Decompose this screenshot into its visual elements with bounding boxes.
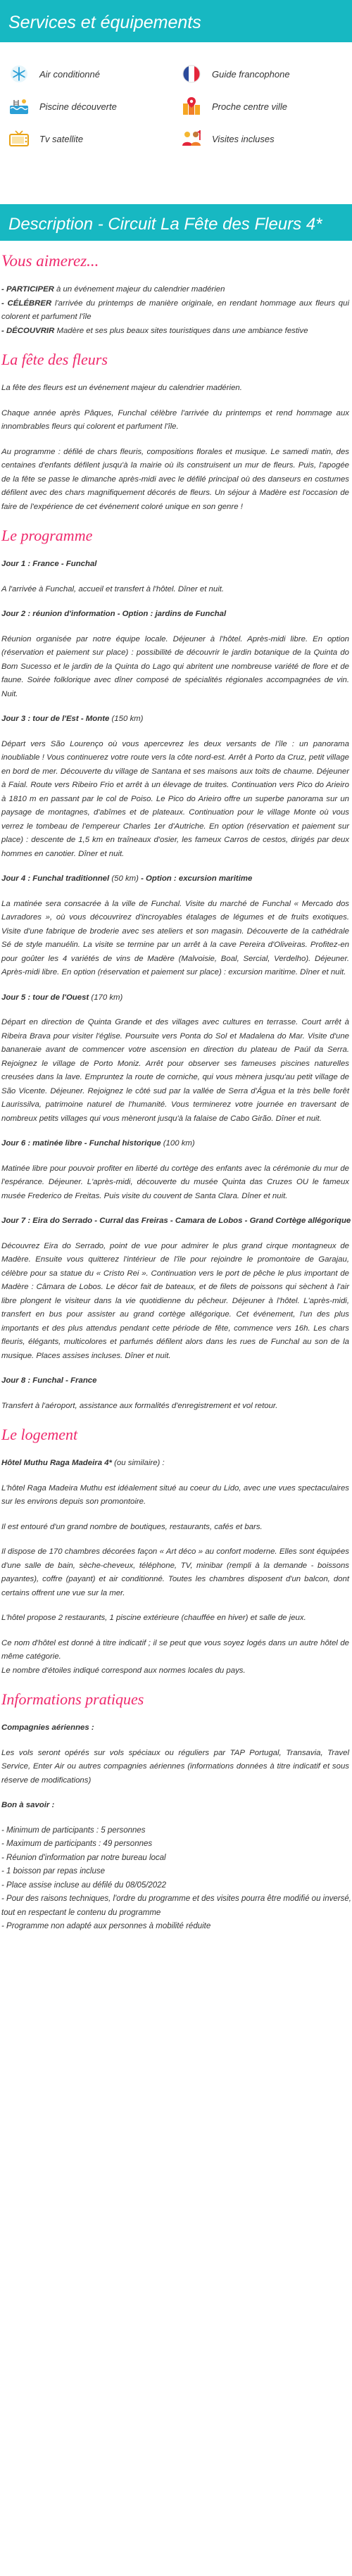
service-tv — [7, 128, 180, 149]
services-list — [0, 42, 352, 189]
day-title: Jour 2 : réunion d'information - Option : jardins de Funchal — [1, 610, 227, 618]
list-item: - Minimum de participants : 5 personnes — [1, 1826, 146, 1835]
visit-group-icon — [180, 128, 203, 149]
infos-title: Informations pratiques — [1, 1690, 144, 1708]
service-label: Visites incluses — [212, 133, 275, 144]
day-text: Réunion organisée par notre équipe locale. Déjeuner à l'hôtel. Après-midi libre. En option (réservation et paiement sur place) : possibilité de découvrir le jardin botanique de la Quinta do Bom Sucesso et le jardin de la Quinta do Lago qui abritent une nombreuse variété de flore et de faune. Soirée folklorique avec dîner composé de spécialités régionales accompagnées de vin. Nuit. — [1, 634, 349, 698]
list-item: - 1 boisson par repas incluse — [1, 1867, 106, 1876]
programme-title: Le programme — [1, 527, 93, 544]
service-pool — [7, 96, 180, 117]
services-row — [7, 122, 352, 155]
day-title: Jour 5 : tour de l'Ouest (170 km) — [1, 993, 123, 1002]
fete-paragraph: Au programme : défilé de chars fleuris, compositions florales et musique. Le samedi matin, des centaines d'enfants défilent jusqu'à la mairie où ils construisent un mur de fleurs. Puis, l'apogée de la fête se passe le dimanche après-midi avec le défilé principal où des danseurs en costumes défilent avec des chars magnifiquement décorés de fleurs. Un séjour à Madère est l'occasion de faire de l'expérience de cet événement coloré unique en son genre ! — [1, 447, 349, 511]
fete-paragraph: Chaque année après Pâques, Funchal célèbre l'arrivée du printemps et rend hommage aux innombrables fleurs qui colorent et parfument l'île. — [1, 408, 349, 431]
service-city-center — [180, 96, 352, 117]
snowflake-icon — [7, 63, 31, 84]
day-title: Jour 1 : France - Funchal — [1, 560, 97, 568]
day-title: Jour 8 : Funchal - France — [1, 1376, 97, 1385]
service-label: Air conditionné — [39, 68, 100, 80]
day-text: A l'arrivée à Funchal, accueil et transfert à l'hôtel. Dîner et nuit. — [1, 584, 225, 593]
service-label: Piscine découverte — [39, 101, 117, 112]
service-label: Tv satellite — [39, 133, 84, 144]
day-text: Matinée libre pour pouvoir profiter en liberté du cortège des enfants avec la cérémonie du mur de l'espérance. Déjeuner. L'après-midi, découverte du musée Quinta das Cruzes OU le fameux musée Frederico de Freitas. Puis visite du couvent de Santa Clara. Dîner et nuit. — [1, 1164, 349, 1200]
intro-item: - PARTICIPER à un événement majeur du calendrier madérien - CÉLÉBRER l'arrivée du printemps de manière originale, en rendant hommage aux fleurs qui colorent et parfument l'île - DÉCOUVRIR Madère et ses plus beaux sites touristiques dans une ambiance festive — [1, 285, 349, 335]
services-title: Services et équipements — [8, 13, 201, 32]
service-label: Proche centre ville — [212, 101, 287, 112]
services-band — [0, 0, 352, 42]
logement-title: Le logement — [1, 1426, 78, 1443]
list-item: - Programme non adapté aux personnes à mobilité réduite — [1, 1922, 211, 1930]
list-item: - Réunion d'information par notre bureau local — [1, 1853, 166, 1862]
description-title: Description - Circuit La Fête des Fleurs 4* — [8, 215, 322, 234]
day-title: Jour 4 : Funchal traditionnel (50 km) - Option : excursion maritime — [1, 874, 253, 883]
service-label: Guide francophone — [212, 68, 290, 80]
day-title: Jour 3 : tour de l'Est - Monte (150 km) — [1, 715, 144, 723]
hotel-paragraph: Il est entouré d'un grand nombre de boutiques, restaurants, cafés et bars. — [1, 1522, 263, 1531]
hotel-paragraph: Ce nom d'hôtel est donné à titre indicatif ; il se peut que vous soyez logés dans un autre hôtel de même catégorie. — [1, 1638, 349, 1661]
day-text: Départ vers São Lourenço où vous apercevrez les deux versants de l'île : un panorama inoubliable ! Vous continuerez votre route vers la côte nord-est. Arrêt à Porto da Cruz, petit village en bord de mer. Découverte du village de Santana et ses maisons aux toits de chaume. Déjeuner à Faial. Route vers Ribeiro Frio et arrêt à un élevage de truites. Continuation vers Pico do Arieiro à 1810 m en passant par le col de Poiso. Le Pico do Arieiro offre un superbe panorama sur un paysage de montagnes, d'abîmes et de plateaux. Continuation pour le village Monte où vous verrez le tombeau de l'empereur Charles 1er d'Autriche. En option (réservation et paiement sur place) : descente de 1,5 km en traîneaux d'osier, les fameux Carros de cestos, dirigés par deux hommes en canotier. Dîner et nuit. — [1, 739, 349, 858]
tv-icon — [7, 128, 31, 149]
service-visits — [180, 128, 352, 149]
fete-title: La fête des fleurs — [1, 351, 108, 368]
intro-title: Vous aimerez... — [1, 252, 99, 270]
good-to-know-list — [1, 1824, 352, 1934]
day-text: Transfert à l'aéroport, assistance aux formalités d'enregistrement et vol retour. — [1, 1401, 278, 1410]
list-item: - Pour des raisons techniques, l'ordre du programme et des visites pourra être modifié ou inversé, tout en respectant le contenu du programme — [1, 1895, 351, 1917]
services-row — [7, 90, 352, 122]
hotel-paragraph: L'hôtel propose 2 restaurants, 1 piscine extérieure (chauffée en hiver) et salle de jeux. — [1, 1614, 306, 1622]
day-title: Jour 6 : matinée libre - Funchal historique (100 km) — [1, 1139, 195, 1148]
list-item: - Maximum de participants : 49 personnes — [1, 1840, 153, 1848]
good-to-know-title: Bon à savoir : — [1, 1801, 55, 1809]
main-content — [0, 252, 352, 1934]
day-text: Départ en direction de Quinta Grande et des villages avec cultures en terrasse. Court arrêt à Ribeira Brava pour visiter l'église. Poursuite vers Ponta do Sol et Madalena do Mar. Visite d'une bananeraie avant de commencer votre ascension en direction du plateau de Paúl da Serra. Rejoignez le village de Porto Moniz. Arrêt pour observer ses fameuses piscines naturelles creusées dans la lave. Empruntez la route de corniche, qui vous mènera jusqu'au petit village de São Vicente. Déjeuner. Rejoignez le côté sud par la vallée de Serra d'Água et la très belle forêt Laurissilva, patrimoine naturel de l'humanité. Vous terminerez votre journée en traversant de nombreux petits villages qui vous mèneront jusqu'à la falaise de Cabo Girão. Dîner et nuit. — [1, 1018, 349, 1123]
services-row — [7, 58, 352, 90]
french-flag-icon — [180, 63, 203, 84]
airlines-title: Compagnies aériennes : — [1, 1723, 94, 1732]
day-title: Jour 7 : Eira do Serrado - Curral das Freiras - Camara de Lobos - Grand Cortège allégorique — [1, 1217, 351, 1225]
description-band — [0, 204, 352, 241]
service-french-guide — [180, 63, 352, 84]
hotel-paragraph: Le nombre d'étoiles indiqué correspond aux normes locales du pays. — [1, 1666, 246, 1675]
fete-paragraph: La fête des fleurs est un événement majeur du calendrier madérien. — [1, 384, 242, 392]
day-text: Découvrez Eira do Serrado, point de vue pour admirer le plus grand cirque montagneux de Madère. Ensuite vous quitterez l'intérieur de l'île pour rejoindre le promontoire de Garajau, célèbre pour sa statue du « Cristo Rei ». Continuation vers le port de pêche le plus important de Madère : Câmara de Lobos. Le décor fait de bateaux, et de filets de poissons qui sèchent à l'air libre plongent le visiteur dans la vie quotidienne du pêcheur. Déjeuner à l'hôtel. L'après-midi, transfert en bus pour assister au grand cortège allégorique. Cet événement, l'un des plus importants et des plus attendus pendant cette période de fête, commence vers 16h. Les chars fleuris, élégants, multicolores et parfumés défilent alors dans les rues de Funchal au son de la musique. Places assises incluses. Dîner et nuit. — [1, 1241, 349, 1360]
service-air-conditioning — [7, 63, 180, 84]
list-item: - Place assise incluse au défilé du 08/05/2022 — [1, 1880, 166, 1890]
hotel-paragraph: Il dispose de 170 chambres décorées façon « Art déco » au confort moderne. Elles sont équipées d'une salle de bain, sèche-cheveux, téléphone, TV, minibar (rempli à la demande - boissons payantes), coffre (payant) et air conditionné. Toutes les chambres disposent d'un balcon, dont certains offrent une vue sur la mer. — [1, 1547, 349, 1597]
day-text: La matinée sera consacrée à la ville de Funchal. Visite du marché de Funchal « Mercado dos Lavradores », où vous découvrirez d'incroyables étalages de légumes et de fruits exotiques. Visite d'une fabrique de broderie avec ses ateliers et son magasin. Découverte de la cathédrale Sé de style manuélin. La visite se termine par un arrêt à la cave Pereira d'Oliveiras. Profitez-en pour goûter les 4 variétés de vins de Madère (Malvoisie, Boal, Sercial, Verdelho). Déjeuner. Après-midi libre. En option (réservation et paiement sur place) : excursion maritime. Dîner et nuit. — [1, 899, 349, 976]
hotel-name: Hôtel Muthu Raga Madeira 4* (ou similaire) : — [1, 1459, 165, 1467]
pool-icon — [7, 96, 31, 117]
airlines-text: Les vols seront opérés sur vols spéciaux ou réguliers par TAP Portugal, Transavia, Travel Service, Enter Air ou autres compagnies aériennes (informations données à titre indicatif et sous réserve de modifications) — [1, 1748, 349, 1785]
city-pin-icon — [180, 96, 203, 117]
hotel-paragraph: L'hôtel Raga Madeira Muthu est idéalement situé au coeur du Lido, avec une vues spectaculaires sur les environs depuis son promontoire. — [1, 1483, 349, 1506]
